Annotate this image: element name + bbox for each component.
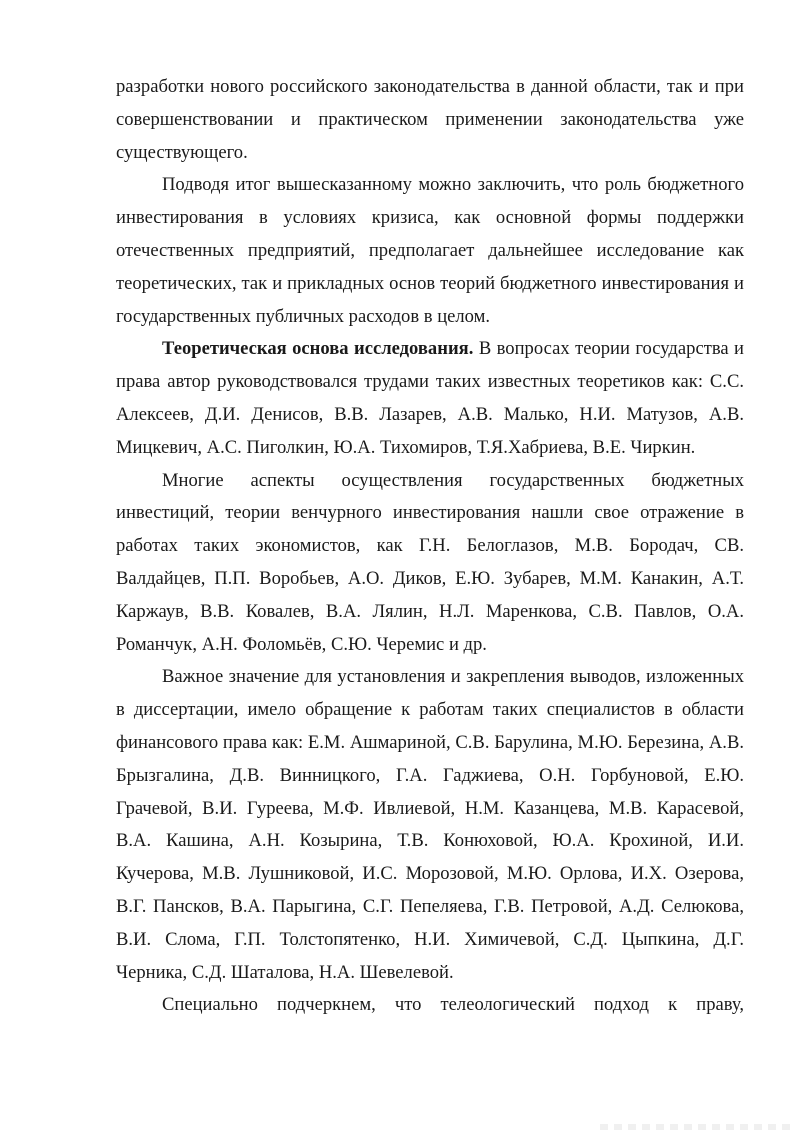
paragraph-1-text: разработки нового российского законодательства в данной области, так и при совершенствовании и практическом применении законодательства уже существующего. [116,76,744,163]
document-body [116,71,744,1022]
paragraph-4-text: Многие аспекты осуществления государственных бюджетных инвестиций, теории венчурного инвестирования нашли свое отражение в работах таких экономистов, как Г.Н. Белоглазов, М.В. Бородач, СВ. Валдайцев, П.П. Воробьев, А.О. Диков, Е.Ю. Зубарев, М.М. Канакин, А.Т. Каржаув, В.В. Ковалев, В.А. Лялин, Н.Л. Маренкова, С.В. Павлов, О.А. Романчук, А.Н. Фоломьёв, С.Ю. Черемис и др. [116,469,744,655]
section-heading: Теоретическая основа исследования. [162,338,474,360]
paragraph-6 [116,989,744,1022]
paragraph-1 [116,71,744,169]
paragraph-5-text: Важное значение для установления и закрепления выводов, изложенных в диссертации, имело обращение к работам таких специалистов в области финансового права как: Е.М. Ашмариной, С.В. Барулина, М.Ю. Березина, А.В. Брызгалина, Д.В. Винницкого, Г.А. Гаджиева, О.Н. Горбуновой, Е.Ю. Грачевой, В.И. Гуреева, М.Ф. Ивлиевой, Н.М. Казанцева, М.В. Карасевой, В.А. Кашина, А.Н. Козырина, Т.В. Конюховой, Ю.А. Крохиной, И.И. Кучерова, М.В. Лушниковой, И.С. Морозовой, М.Ю. Орлова, И.Х. Озерова, В.Г. Пансков, В.А. Парыгина, С.Г. Пепеляева, Г.В. Петровой, А.Д. Селюкова, В.И. Слома, Г.П. Толстопятенко, Н.И. Химичевой, С.Д. Цыпкина, Д.Г. Черника, С.Д. Шаталова, Н.А. Шевелевой. [116,666,744,983]
paragraph-4 [116,465,744,662]
scan-watermark [600,1124,790,1130]
paragraph-3 [116,333,744,464]
paragraph-2-text: Подводя итог вышесказанному можно заключить, что роль бюджетного инвестирования в условиях кризиса, как основной формы поддержки отечественных предприятий, предполагает дальнейшее исследование как теоретических, так и прикладных основ теорий бюджетного инвестирования и государственных публичных расходов в целом. [116,174,744,327]
paragraph-5 [116,661,744,989]
paragraph-6-text: Специально подчеркнем, что телеологический подход к праву, [162,994,744,1016]
paragraph-3-text: В вопросах теории государства и права автор руководствовался трудами таких известных теоретиков как: С.С. Алексеев, Д.И. Денисов, В.В. Лазарев, А.В. Малько, Н.И. Матузов, А.В. Мицкевич, А.С. Пиголкин, Ю.А. Тихомиров, Т.Я.Хабриева, В.Е. Чиркин. [116,338,744,458]
paragraph-2 [116,169,744,333]
